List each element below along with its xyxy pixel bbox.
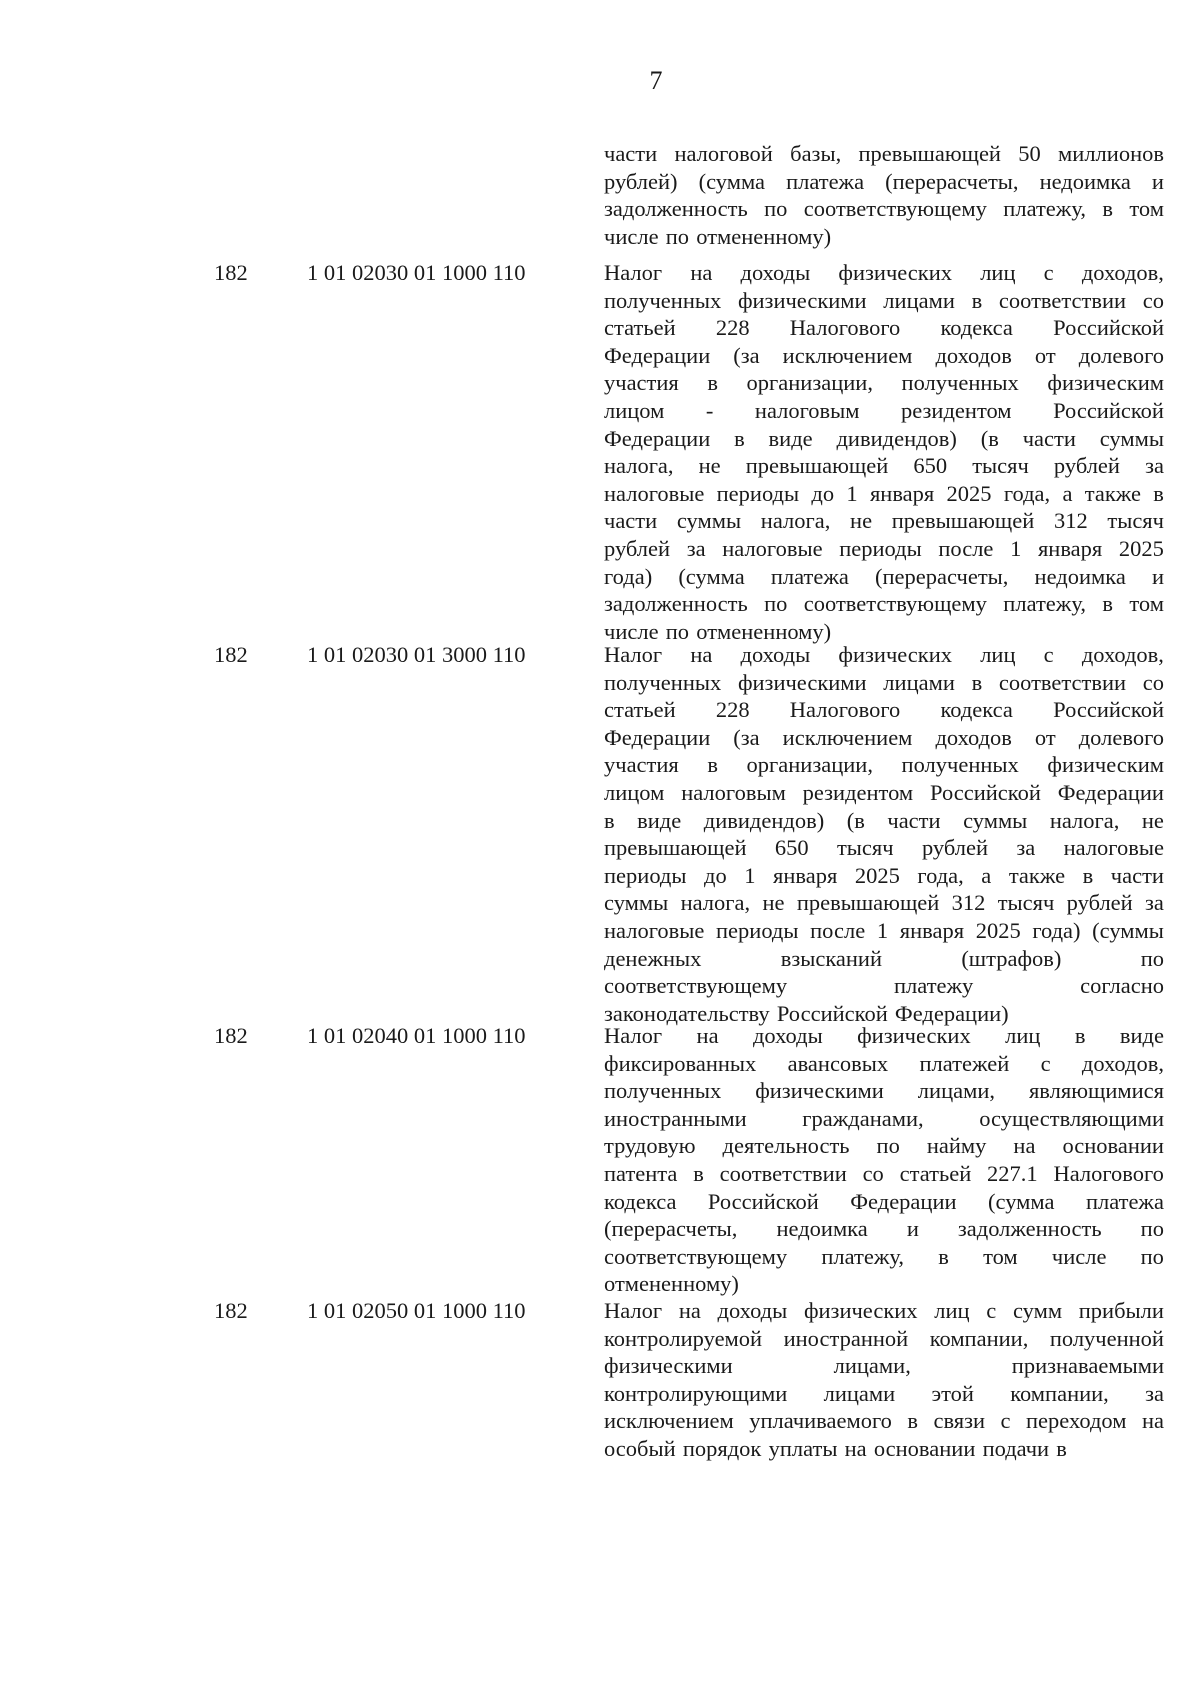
text-line: числе по отмененному)	[604, 618, 832, 644]
kbk-code: 1 01 02040 01 1000 110	[307, 1023, 526, 1048]
text-line: статьей 228 Налогового кодекса Российской	[604, 315, 1164, 341]
admin-code: 182	[214, 642, 248, 667]
text-line: задолженность по соответствующему платежу, в том	[604, 591, 1164, 617]
row-description	[604, 259, 1164, 645]
text-line: иностранными гражданами, осуществляющими	[604, 1105, 1164, 1131]
text-line: денежных взысканий (штрафов) по	[604, 945, 1164, 971]
text-line: Налог на доходы физических лиц с доходов,	[604, 260, 1164, 285]
text-line: Федерации (за исключением доходов от долевого	[604, 342, 1164, 368]
continuation-text	[604, 140, 1164, 250]
text-line: Налог на доходы физических лиц с доходов,	[604, 642, 1164, 667]
text-line: кодекса Российской Федерации (сумма платежа	[604, 1188, 1164, 1214]
text-line: Федерации (за исключением доходов от долевого	[604, 724, 1164, 750]
text-line: полученных физическими лицами, являющимися	[604, 1078, 1164, 1104]
kbk-code: 1 01 02050 01 1000 110	[307, 1298, 526, 1323]
text-line: налоговые периоды до 1 января 2025 года, а также в	[604, 480, 1164, 506]
text-line: Федерации в виде дивидендов) (в части суммы	[604, 425, 1164, 451]
text-line: статьей 228 Налогового кодекса Российской	[604, 697, 1164, 723]
text-line: патента в соответствии со статьей 227.1 Налогового	[604, 1160, 1164, 1186]
text-line: превышающей 650 тысяч рублей за налоговые	[604, 835, 1164, 861]
text-line: соответствующему платежу согласно	[604, 973, 1164, 999]
text-line: задолженность по соответствующему платежу, в том	[604, 196, 1164, 222]
admin-code: 182	[214, 1298, 248, 1323]
text-line: законодательству Российской Федерации)	[604, 1000, 1009, 1026]
text-line: трудовую деятельность по найму на основании	[604, 1133, 1164, 1159]
text-line: части суммы налога, не превышающей 312 тысяч	[604, 508, 1164, 534]
text-line: в виде дивидендов) (в части суммы налога, не	[604, 807, 1164, 833]
text-line: числе по отмененному)	[604, 223, 832, 249]
text-line: физическими лицами, признаваемыми	[604, 1353, 1164, 1379]
text-line: участия в организации, полученных физическим	[604, 752, 1164, 778]
kbk-code: 1 01 02030 01 1000 110	[307, 260, 526, 285]
text-line: участия в организации, полученных физическим	[604, 370, 1164, 396]
kbk-code: 1 01 02030 01 3000 110	[307, 642, 526, 667]
row-description	[604, 1297, 1164, 1463]
text-line: рублей) (сумма платежа (перерасчеты, недоимка и	[604, 168, 1164, 194]
text-line: полученных физическими лицами в соответствии со	[604, 287, 1164, 313]
text-line: Налог на доходы физических лиц в виде	[604, 1023, 1164, 1048]
text-line: особый порядок уплаты на основании подачи в	[604, 1435, 1067, 1461]
text-line: налога, не превышающей 650 тысяч рублей за	[604, 453, 1164, 479]
row-description	[604, 1022, 1164, 1298]
text-line: лицом - налоговым резидентом Российской	[604, 397, 1164, 423]
text-line: лицом налоговым резидентом Российской Федерации	[604, 779, 1164, 805]
text-line: контролируемой иностранной компании, полученной	[604, 1325, 1164, 1351]
row-description	[604, 641, 1164, 1027]
text-line: части налоговой базы, превышающей 50 миллионов	[604, 141, 1164, 166]
text-line: контролирующими лицами этой компании, за	[604, 1380, 1164, 1406]
admin-code: 182	[214, 1023, 248, 1048]
text-line: соответствующему платежу, в том числе по	[604, 1243, 1164, 1269]
page-number: 7	[649, 66, 663, 95]
text-line: суммы налога, не превышающей 312 тысяч рублей за	[604, 890, 1164, 916]
text-line: (перерасчеты, недоимка и задолженность по	[604, 1216, 1164, 1242]
admin-code: 182	[214, 260, 248, 285]
text-line: налоговые периоды после 1 января 2025 года) (суммы	[604, 917, 1164, 943]
text-line: полученных физическими лицами в соответствии со	[604, 669, 1164, 695]
text-line: рублей за налоговые периоды после 1 января 2025	[604, 535, 1164, 561]
text-line: периоды до 1 января 2025 года, а также в части	[604, 862, 1164, 888]
text-line: фиксированных авансовых платежей с доходов,	[604, 1050, 1164, 1076]
text-line: исключением уплачиваемого в связи с переходом на	[604, 1408, 1164, 1434]
text-line: Налог на доходы физических лиц с сумм прибыли	[604, 1298, 1164, 1323]
text-line: отмененному)	[604, 1271, 739, 1297]
text-line: года) (сумма платежа (перерасчеты, недоимка и	[604, 563, 1164, 589]
